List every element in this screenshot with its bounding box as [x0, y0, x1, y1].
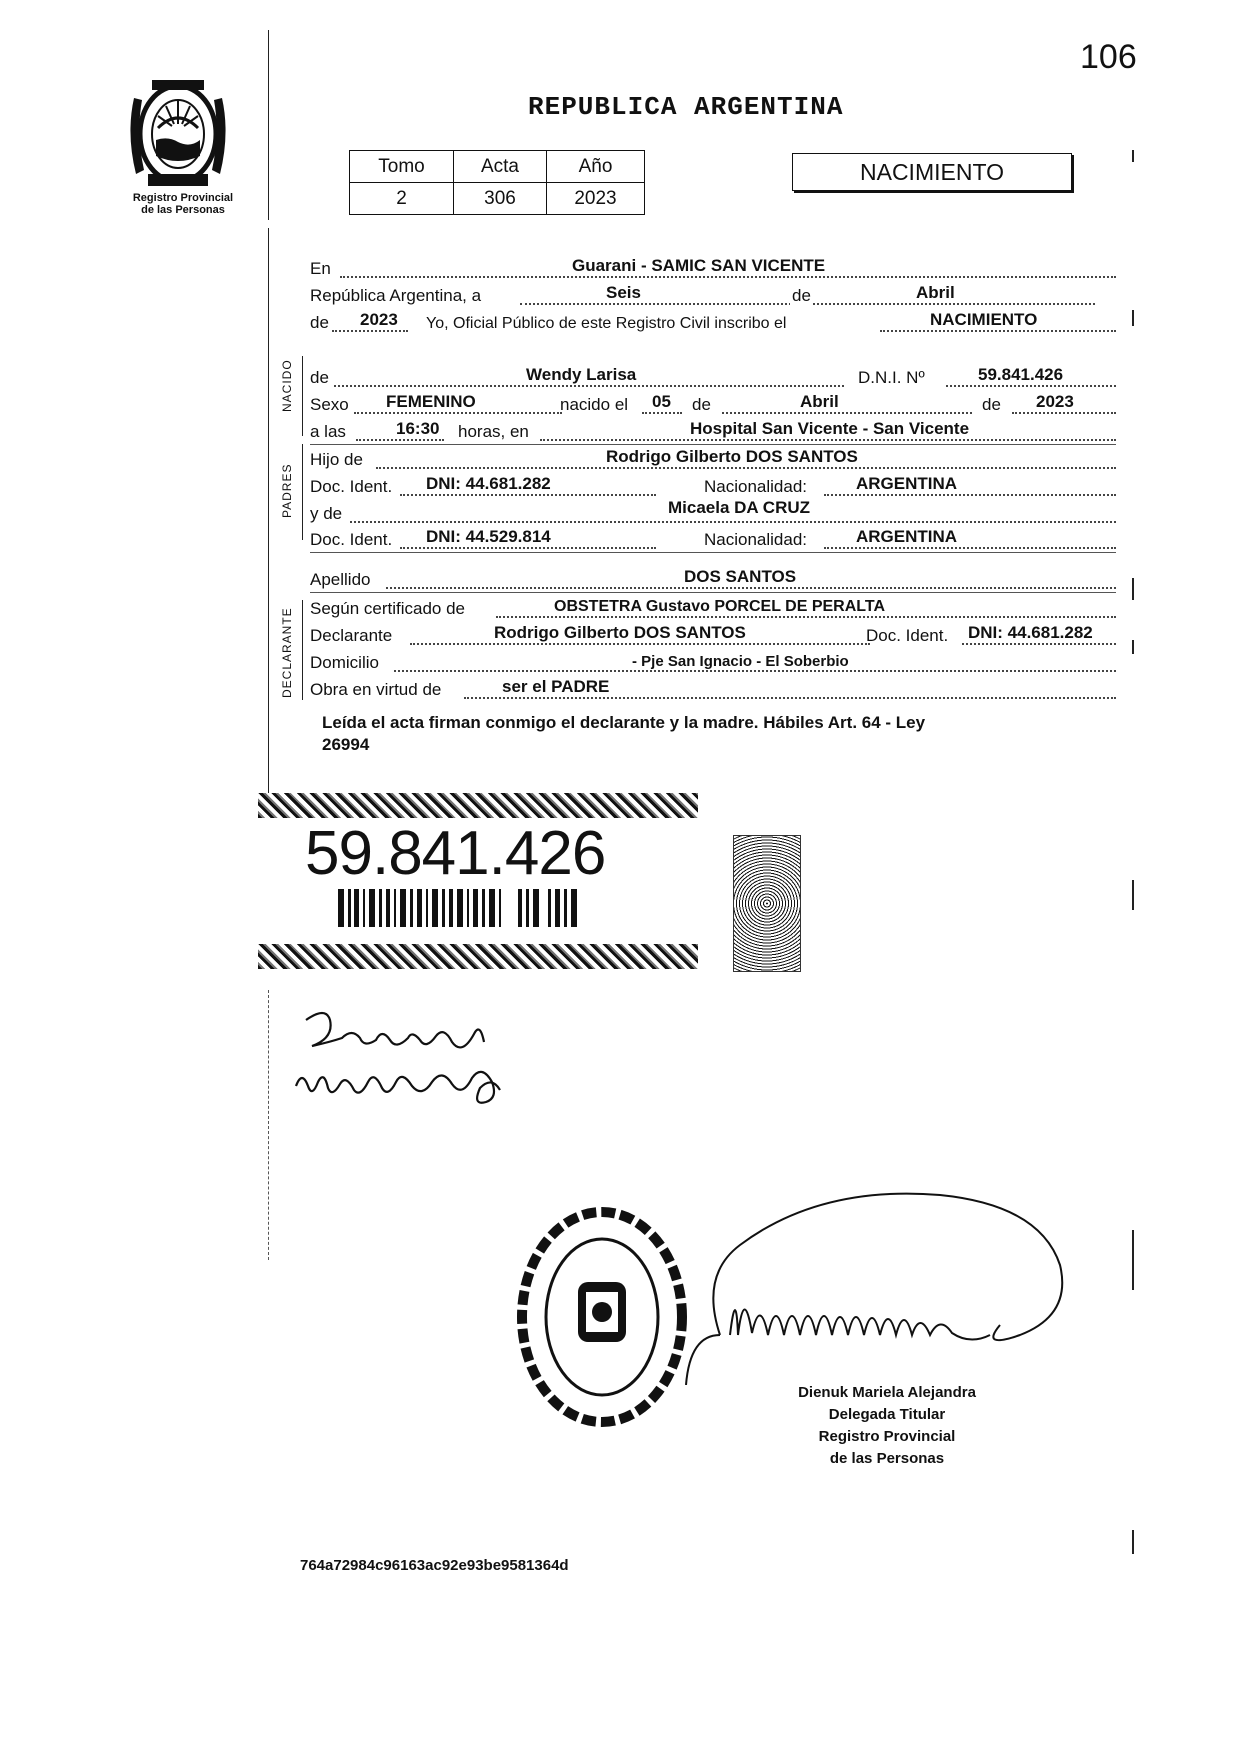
row-birth-place — [310, 420, 1116, 444]
label-dni: D.N.I. Nº — [858, 368, 925, 387]
row-place — [310, 257, 1116, 281]
dni-sticker-number: 59.841.426 — [305, 819, 606, 888]
tomo-header: Tomo — [350, 151, 454, 183]
country-title: REPUBLICA ARGENTINA — [528, 92, 844, 122]
label-obra: Obra en virtud de — [310, 680, 442, 699]
hologram-seal — [733, 835, 801, 972]
label-en: En — [310, 259, 331, 278]
security-band-top — [258, 793, 698, 818]
value-capacity: ser el PADRE — [502, 677, 610, 696]
separator-padres — [310, 552, 1116, 553]
page-number: 106 — [1080, 38, 1137, 76]
closing-line-2: 26994 — [322, 735, 370, 754]
label-doc-ident-father: Doc. Ident. — [310, 477, 393, 496]
section-bracket-declarante — [302, 600, 303, 700]
scan-mark — [1132, 310, 1134, 326]
record-type-box: NACIMIENTO — [792, 153, 1072, 191]
value-dni: 59.841.426 — [978, 365, 1064, 384]
label-de-name: de — [310, 368, 329, 387]
acta-value: 306 — [454, 183, 547, 215]
margin-line-lower — [268, 990, 269, 1260]
separator-apellido — [310, 592, 1116, 593]
value-birth-month: Abril — [800, 392, 839, 411]
separator-nacido — [310, 444, 1116, 445]
label-de-year: de — [310, 313, 329, 332]
section-bracket-nacido — [302, 356, 303, 436]
row-certificate — [310, 597, 1116, 621]
label-de-month: de — [692, 395, 711, 414]
value-sex: FEMENINO — [386, 392, 476, 411]
value-address: - Pje San Ignacio - El Soberbio — [632, 653, 849, 670]
margin-line-body — [268, 228, 269, 798]
label-apellido: Apellido — [310, 570, 371, 589]
value-birth-day: 05 — [652, 392, 671, 411]
acta-header: Acta — [454, 151, 547, 183]
officer-signature — [680, 1185, 1100, 1385]
value-act: NACIMIENTO — [930, 310, 1038, 329]
label-nacido-el: nacido el — [560, 395, 629, 414]
officer-office-2: de las Personas — [829, 1450, 945, 1467]
anio-header: Año — [547, 151, 645, 183]
row-capacity — [310, 678, 1116, 702]
label-sexo: Sexo — [310, 395, 349, 414]
row-name — [310, 366, 1116, 390]
logo-caption-line-2: de las Personas — [141, 204, 225, 216]
section-tag-declarante: DECLARANTE — [280, 607, 294, 698]
row-mother — [310, 498, 1116, 526]
value-declarant-doc: DNI: 44.681.282 — [968, 623, 1093, 642]
section-tag-padres: PADRES — [280, 463, 294, 518]
value-name: Wendy Larisa — [526, 365, 637, 384]
section-tag-nacido: NACIDO — [280, 359, 294, 412]
label-inscribo: Yo, Oficial Público de este Registro Civil inscribo el — [426, 315, 787, 332]
value-surname: DOS SANTOS — [684, 567, 797, 586]
official-stamp — [512, 1202, 692, 1432]
label-nacionalidad-father: Nacionalidad: — [704, 477, 808, 496]
value-mother-doc: DNI: 44.529.814 — [426, 527, 551, 546]
value-day-words: Seis — [606, 283, 641, 302]
row-father — [310, 448, 1116, 472]
value-time: 16:30 — [396, 419, 440, 438]
officer-role: Delegada Titular — [828, 1406, 946, 1423]
officer-block — [762, 1382, 1012, 1470]
label-segun: Según certificado de — [310, 599, 465, 618]
label-horas-en: horas, en — [458, 422, 529, 441]
label-doc-ident-declarant: Doc. Ident. — [866, 626, 949, 645]
label-nacionalidad-mother: Nacionalidad: — [704, 530, 808, 549]
document-hash: 764a72984c96163ac92e93be9581364d — [300, 1557, 569, 1574]
anio-value: 2023 — [547, 183, 645, 215]
barcode — [338, 889, 578, 927]
signature-rodrigo — [306, 1013, 484, 1047]
value-month: Abril — [916, 283, 955, 302]
row-birth-date — [310, 393, 1116, 417]
closing-line-1: Leída el acta firman conmigo el declarante y la madre. Hábiles Art. 64 - Ley — [322, 713, 926, 732]
label-de-birth-year: de — [982, 395, 1001, 414]
margin-line-top — [268, 30, 269, 220]
label-declarante: Declarante — [310, 626, 393, 645]
row-mother-doc — [310, 528, 1116, 552]
section-bracket-padres — [302, 444, 303, 540]
tomo-value: 2 — [350, 183, 454, 215]
row-declarant — [310, 624, 1116, 648]
security-band-bottom — [258, 944, 698, 969]
registry-logo — [118, 78, 238, 216]
label-doc-ident-mother: Doc. Ident. — [310, 530, 393, 549]
declarant-signatures — [286, 998, 546, 1128]
officer-name: Dienuk Mariela Alejandra — [798, 1384, 976, 1401]
value-birth-place: Hospital San Vicente - San Vicente — [690, 419, 970, 438]
value-declarant: Rodrigo Gilberto DOS SANTOS — [494, 623, 746, 642]
value-father-nationality: ARGENTINA — [856, 474, 958, 493]
value-place: Guarani - SAMIC SAN VICENTE — [572, 256, 826, 275]
value-father-doc: DNI: 44.681.282 — [426, 474, 551, 493]
value-mother: Micaela DA CRUZ — [668, 498, 811, 517]
book-table-value-row — [350, 183, 645, 215]
label-a-las: a las — [310, 422, 346, 441]
row-act — [310, 311, 1116, 335]
scan-mark — [1132, 150, 1134, 162]
value-certificate: OBSTETRA Gustavo PORCEL DE PERALTA — [554, 598, 885, 615]
logo-caption-line-1: Registro Provincial — [132, 192, 234, 204]
row-address — [310, 651, 1116, 675]
scan-mark — [1132, 1230, 1134, 1290]
label-domicilio: Domicilio — [310, 653, 379, 672]
scan-mark — [1132, 880, 1134, 910]
row-surname — [310, 568, 1116, 592]
value-birth-year: 2023 — [1036, 392, 1074, 411]
label-hijo-de: Hijo de — [310, 450, 363, 469]
value-father: Rodrigo Gilberto DOS SANTOS — [606, 447, 858, 466]
label-republica: República Argentina, a — [310, 286, 482, 305]
scan-mark — [1132, 578, 1134, 600]
book-reference-table — [349, 150, 645, 215]
scan-mark — [1132, 640, 1134, 654]
label-y-de: y de — [310, 504, 343, 523]
signature-micaela — [296, 1072, 500, 1103]
value-year: 2023 — [360, 310, 398, 329]
logo-caption — [118, 192, 248, 216]
label-de: de — [792, 286, 811, 305]
row-father-doc — [310, 475, 1116, 499]
closing-statement — [322, 712, 1122, 756]
officer-office-1: Registro Provincial — [818, 1428, 956, 1445]
book-table-header-row — [350, 151, 645, 183]
value-mother-nationality: ARGENTINA — [856, 527, 958, 546]
provincial-seal-icon — [118, 78, 238, 190]
row-date — [310, 284, 1116, 308]
scan-mark — [1132, 1530, 1134, 1554]
